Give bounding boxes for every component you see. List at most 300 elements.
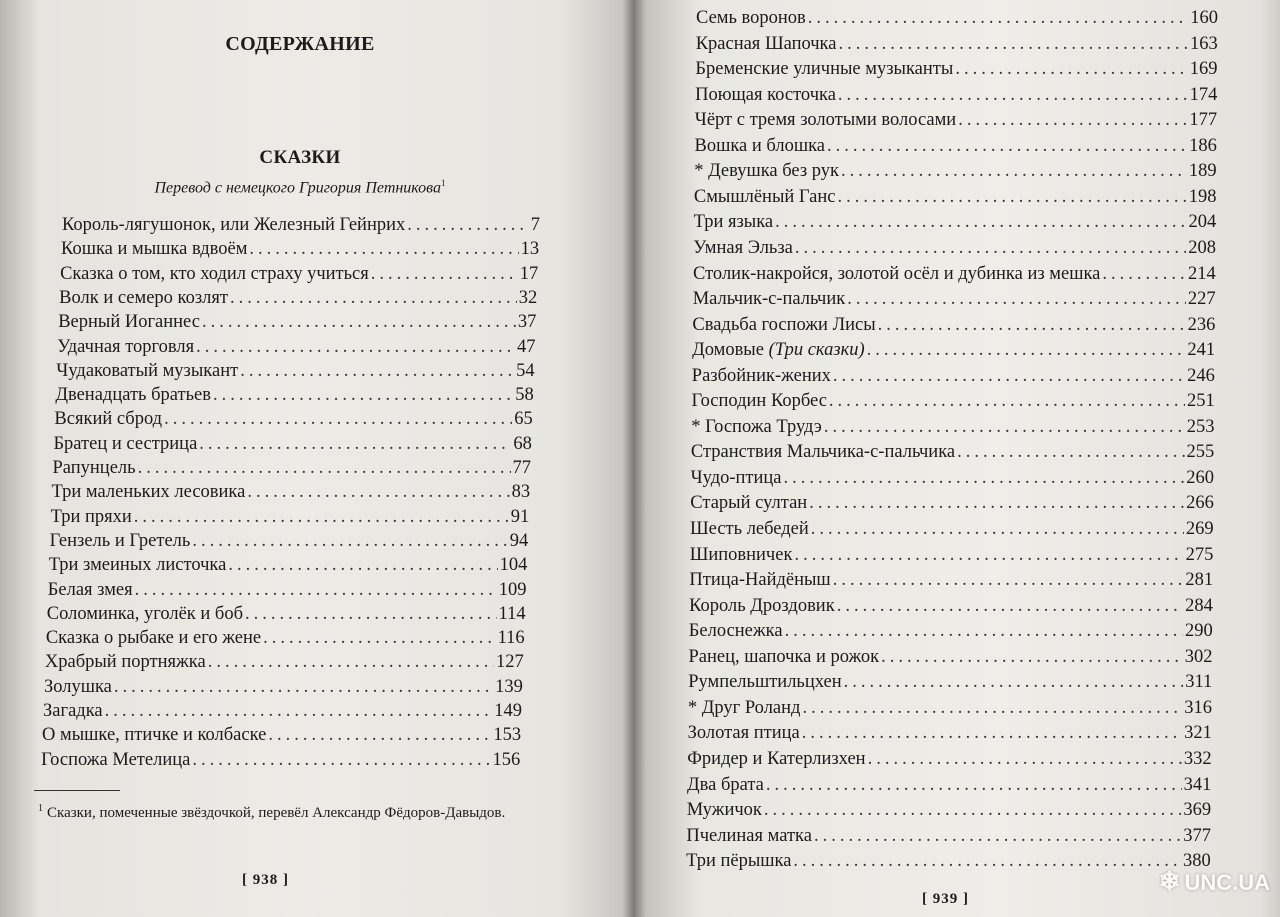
toc-entry <box>693 262 1216 286</box>
toc-entry <box>692 338 1215 362</box>
toc-entry <box>688 670 1212 694</box>
toc-entry <box>41 748 520 772</box>
footnote-mark: 1 <box>38 803 43 814</box>
toc-entry-title <box>689 619 783 643</box>
dot-leader <box>837 594 1183 618</box>
toc-entry <box>690 517 1214 541</box>
toc-entry <box>44 675 523 699</box>
toc-entry-page: 316 <box>1184 697 1213 718</box>
dot-leader <box>955 57 1187 81</box>
dot-leader <box>249 237 518 261</box>
dot-leader <box>824 415 1185 439</box>
toc-entry-title <box>690 517 809 541</box>
dot-leader <box>837 185 1186 209</box>
dot-leader <box>192 529 507 553</box>
toc-entry <box>694 210 1217 234</box>
toc-entry-title-text: Мальчик-с-пальчик <box>692 289 846 310</box>
toc-entry <box>696 32 1218 56</box>
toc-entry-title-text: Вошка и блошка <box>694 135 826 156</box>
watermark-text: UNC.UA <box>1184 870 1270 895</box>
dot-leader <box>841 159 1187 183</box>
toc-entry-page: 58 <box>515 385 534 406</box>
toc-entry <box>53 432 531 456</box>
translation-subtitle <box>0 178 600 197</box>
toc-entry-title-text: Свадьба госпожи Лисы <box>692 314 876 335</box>
toc-entry-title <box>50 529 191 553</box>
toc-entry <box>51 505 530 529</box>
toc-entry <box>695 83 1217 107</box>
toc-entry-title <box>46 626 261 650</box>
toc-entry-page: 281 <box>1185 570 1214 591</box>
toc-entry-title <box>688 721 800 745</box>
dot-leader <box>867 338 1186 362</box>
dot-leader <box>202 310 516 334</box>
toc-entry-title-text: Странствия Мальчика-с-пальчика <box>690 442 956 463</box>
toc-entry-title <box>44 675 112 699</box>
toc-entry-title-text: Двенадцать братьев <box>55 385 211 406</box>
toc-entry-title-text: Госпожа Метелица <box>41 749 191 770</box>
dot-leader <box>881 645 1183 669</box>
toc-entry-title <box>687 798 762 822</box>
dot-leader <box>775 210 1186 234</box>
toc-entry-title-text: Братец и сестрица <box>53 433 198 454</box>
toc-entry-title <box>694 210 774 234</box>
toc-entry-title-text: Столик-накройся, золотой осёл и дубинка из мешка <box>693 263 1101 284</box>
toc-entry <box>46 626 525 650</box>
dot-leader <box>407 213 528 237</box>
dot-leader <box>802 721 1182 745</box>
toc-entry-page: 189 <box>1188 161 1217 182</box>
toc-entry <box>693 287 1216 311</box>
toc-entry-title <box>42 723 266 747</box>
dot-leader <box>134 505 509 529</box>
toc-entry-title <box>692 364 831 388</box>
toc-entry-title <box>687 747 865 771</box>
toc-entry-page: 91 <box>510 506 530 527</box>
toc-entry-page: 54 <box>516 360 535 381</box>
toc-entry-title-text: Птица-Найдёныш <box>689 570 831 591</box>
toc-entry-page: 83 <box>511 482 531 503</box>
toc-entry-title-text: Румпельштильцхен <box>688 672 842 693</box>
toc-entry-title-text: Чёрт с тремя золотыми волосами <box>694 110 957 131</box>
toc-entry-page: 311 <box>1185 672 1213 693</box>
toc-entry-title-text: Сказка о рыбаке и его жене <box>45 628 262 649</box>
toc-entry-title <box>62 213 405 237</box>
toc-entry <box>42 723 521 747</box>
toc-entry-page: 369 <box>1183 800 1212 821</box>
dot-leader <box>1102 262 1186 286</box>
dot-leader <box>795 236 1186 260</box>
toc-entry <box>695 108 1217 132</box>
toc-entry-page: 104 <box>499 555 528 576</box>
toc-entry <box>690 543 1214 567</box>
toc-entry-title <box>695 134 826 158</box>
toc-entry-title-text: Король Дроздовик <box>689 595 835 616</box>
toc-entry-title-text: Три маленьких лесовика <box>51 482 246 503</box>
dot-leader <box>263 626 496 650</box>
toc-entry <box>689 568 1213 592</box>
toc-entry-title <box>55 383 211 407</box>
toc-entry <box>692 313 1215 337</box>
toc-entry <box>691 466 1214 490</box>
toc-entry-title-text: Поющая косточка <box>695 84 836 105</box>
toc-entry <box>60 262 538 286</box>
toc-entry-title <box>45 650 206 674</box>
toc-entry <box>49 553 528 577</box>
toc-entry-title-text: Смышлёный Ганс <box>693 186 836 207</box>
toc-entry <box>687 773 1211 797</box>
toc-entry-page: 174 <box>1189 84 1218 105</box>
toc-entry-title <box>689 568 830 592</box>
toc-entry-title-text: Белоснежка <box>688 621 783 642</box>
dot-leader <box>192 748 490 772</box>
page-number-right: [ 939 ] <box>922 891 969 907</box>
toc-entry-title-text: Храбрый портняжка <box>44 652 206 673</box>
toc-entry-page: 127 <box>496 652 524 673</box>
toc-entry-page: 321 <box>1184 723 1212 744</box>
toc-entry-page: 290 <box>1184 621 1213 642</box>
toc-entry-page: 116 <box>497 628 525 649</box>
toc-entry-page: 160 <box>1190 8 1218 28</box>
dot-leader <box>114 675 493 699</box>
contents-heading: СОДЕРЖАНИЕ <box>225 33 375 55</box>
toc-entry-page: 246 <box>1187 365 1215 386</box>
toc-entry <box>53 456 532 480</box>
toc-entry <box>687 798 1211 822</box>
toc-entry-title <box>52 480 246 504</box>
toc-entry-title-text: Бременские уличные музыканты <box>695 59 954 80</box>
toc-entry-page: 260 <box>1186 467 1215 488</box>
snowflake-icon: ❄ <box>1158 866 1181 896</box>
toc-entry-page: 37 <box>517 312 537 333</box>
toc-entry-title <box>691 440 955 464</box>
dot-leader <box>764 798 1181 822</box>
toc-entry-page: 114 <box>498 603 526 624</box>
dot-leader <box>268 723 491 747</box>
dot-leader <box>844 670 1184 694</box>
toc-entry-title <box>686 824 812 848</box>
toc-entry-page: 266 <box>1186 493 1214 514</box>
toc-entry-title <box>693 236 793 260</box>
toc-entry-title <box>694 185 836 209</box>
toc-entry-page: 332 <box>1183 748 1212 769</box>
dot-leader <box>794 543 1183 567</box>
dot-leader <box>371 262 518 286</box>
dot-leader <box>814 824 1181 848</box>
toc-entry <box>58 310 536 334</box>
toc-entry-title <box>696 6 806 30</box>
dot-leader <box>793 849 1181 873</box>
toc-entry-title-text: Ранец, шапочка и рожок <box>688 646 880 667</box>
toc-entry-title-text: Золушка <box>43 676 112 697</box>
dot-leader <box>827 134 1187 158</box>
toc-entry-title <box>59 286 228 310</box>
toc-entry-page: 241 <box>1187 340 1216 361</box>
toc-entry-title <box>61 237 247 261</box>
dot-leader <box>957 440 1184 464</box>
toc-entry-title-text: Золотая птица <box>687 723 800 744</box>
toc-entry-page: 186 <box>1189 135 1217 156</box>
toc-entry-title-note: (Три сказки) <box>768 340 865 361</box>
toc-entry <box>686 824 1211 848</box>
toc-entry <box>696 6 1218 30</box>
toc-entry-title <box>56 359 238 383</box>
toc-entry-title-text: Господин Корбес <box>691 391 827 412</box>
toc-entry-title <box>51 505 132 529</box>
toc-entry <box>43 699 522 723</box>
toc-entry-page: 149 <box>494 701 522 721</box>
dot-leader <box>833 364 1185 388</box>
toc-entry-title-text: О мышке, птичке и колбаске <box>42 725 267 746</box>
toc-entry-title <box>692 389 827 413</box>
dot-leader <box>868 747 1182 771</box>
toc-entry <box>59 286 537 310</box>
toc-entry-title-text: Мужичок <box>686 800 762 821</box>
toc-entry-page: 208 <box>1188 237 1217 258</box>
dot-leader <box>196 335 515 359</box>
dot-leader <box>878 313 1186 337</box>
dot-leader <box>811 517 1184 541</box>
toc-entry-title-text: Соломинка, уголёк и боб <box>46 603 243 624</box>
toc-entry-title-text: * Друг Роланд <box>687 697 801 718</box>
toc-entry-title-text: * Госпожа Трудэ <box>691 416 822 437</box>
toc-entry-title <box>694 159 839 183</box>
toc-entry-title-text: Кошка и мышка вдвоём <box>61 239 248 260</box>
dot-leader <box>838 83 1188 107</box>
toc-entry-title <box>687 773 764 797</box>
toc-entry-page: 139 <box>495 676 523 697</box>
toc-entry-title <box>57 335 194 359</box>
toc-entry <box>52 480 531 504</box>
dot-leader <box>785 619 1183 643</box>
toc-entry-title <box>53 456 136 480</box>
toc-entry-title-text: Два брата <box>687 774 764 795</box>
dot-leader <box>833 568 1184 592</box>
toc-entry-title <box>53 432 197 456</box>
toc-entry-page: 153 <box>493 725 522 746</box>
toc-entry <box>56 359 534 383</box>
toc-entry-page: 156 <box>492 749 521 770</box>
toc-entry-title-text: Рапунцель <box>52 458 136 478</box>
toc-entry-title-text: Чудо-птица <box>690 467 782 488</box>
footnote-divider <box>34 790 120 791</box>
toc-entry-title-text: Три змеиных листочка <box>48 555 227 576</box>
toc-entry-title <box>695 108 956 132</box>
toc-entry <box>45 650 524 674</box>
toc-entry <box>695 134 1217 158</box>
toc-entry <box>694 185 1217 209</box>
toc-entry-page: 169 <box>1189 59 1218 80</box>
toc-entry-title <box>692 313 875 337</box>
toc-entry-page: 13 <box>520 239 540 260</box>
toc-entry-title-text: Семь воронов <box>696 8 806 28</box>
toc-entry-title <box>695 57 953 81</box>
toc-entry <box>50 529 529 553</box>
toc-entry-title-text: Верный Иоганнес <box>58 312 200 333</box>
toc-entry-title <box>690 543 793 567</box>
toc-entry-page: 227 <box>1187 289 1216 310</box>
toc-entry-title <box>693 262 1100 286</box>
toc-entry <box>688 696 1212 720</box>
toc-entry-title-text: Разбойник-жених <box>691 365 831 386</box>
toc-entry <box>690 491 1214 515</box>
toc-entry <box>48 578 527 602</box>
toc-entry <box>691 415 1214 439</box>
toc-entry-title-text: Чудаковатый музыкант <box>56 360 239 381</box>
toc-entry-title <box>689 594 835 618</box>
toc-entry-title <box>688 696 801 720</box>
toc-entry-title-text: Старый султан <box>690 493 808 514</box>
dot-leader <box>847 287 1186 311</box>
toc-entry-title <box>47 602 243 626</box>
dot-leader <box>138 456 511 480</box>
toc-entry <box>54 407 532 431</box>
toc-entry-page: 109 <box>498 579 527 600</box>
left-page <box>0 0 632 917</box>
toc-entry <box>691 440 1214 464</box>
toc-entry-title <box>690 491 807 515</box>
dot-leader <box>808 6 1188 30</box>
toc-entry-title-text: Шиповничек <box>689 544 793 565</box>
toc-entry-page: 32 <box>518 287 538 308</box>
dot-leader <box>230 286 517 310</box>
dot-leader <box>164 407 512 431</box>
toc-entry-title <box>58 310 200 334</box>
toc-entry-title-text: Волк и семеро козлят <box>59 287 228 308</box>
toc-entry-page: 65 <box>514 409 533 430</box>
toc-entry-title-text: * Девушка без рук <box>694 161 840 182</box>
dot-leader <box>766 773 1182 797</box>
toc-entry-title <box>692 338 865 362</box>
toc-entry-title-text: Три языка <box>693 212 774 233</box>
toc-entry-title <box>49 553 227 577</box>
toc-entry <box>688 721 1212 745</box>
toc-entry-title-text: Белая змея <box>47 579 133 600</box>
toc-entry-title <box>696 32 837 56</box>
toc-entry-page: 236 <box>1187 314 1216 335</box>
toc-entry-title-text: Всякий сброд <box>54 409 163 430</box>
dot-leader <box>208 650 494 674</box>
dot-leader <box>784 466 1185 490</box>
toc-entry-title-text: Красная Шапочка <box>695 33 837 54</box>
toc-entry-page: 253 <box>1186 416 1215 437</box>
toc-entry-title <box>43 699 103 723</box>
toc-entry-title <box>48 578 133 602</box>
site-watermark <box>1159 866 1270 897</box>
toc-entry <box>689 594 1213 618</box>
toc-entry-page: 284 <box>1185 595 1213 616</box>
toc-entry-title <box>695 83 836 107</box>
toc-entry <box>687 747 1211 771</box>
toc-entry-page: 204 <box>1188 212 1217 233</box>
toc-entry <box>693 236 1216 260</box>
toc-entry <box>692 364 1215 388</box>
dot-leader <box>245 602 497 626</box>
toc-entry-title-text: Сказка о том, кто ходил страху учиться <box>60 263 369 284</box>
toc-entry <box>47 602 526 626</box>
toc-entry-page: 269 <box>1185 519 1214 539</box>
toc-entry <box>692 389 1215 413</box>
toc-entry-title-text: Умная Эльза <box>693 237 793 258</box>
toc-entry-title <box>689 645 880 669</box>
toc-entry <box>689 645 1213 669</box>
toc-entry <box>695 57 1217 81</box>
dot-leader <box>247 480 509 504</box>
toc-entry-title-text: Король-лягушонок, или Железный Гейнрих <box>62 215 406 235</box>
toc-entry-page: 302 <box>1184 646 1213 667</box>
section-title: СКАЗКИ <box>259 147 341 168</box>
dot-leader <box>838 32 1188 56</box>
toc-entry-title <box>54 407 162 431</box>
toc-entry-title-text: Три пряхи <box>50 506 132 527</box>
dot-leader <box>809 491 1184 515</box>
toc-entry-page: 251 <box>1186 391 1215 412</box>
toc-entry-page: 68 <box>513 433 532 454</box>
footnote <box>38 798 528 824</box>
toc-entry-title-text: Загадка <box>43 701 103 721</box>
toc-entry <box>689 619 1213 643</box>
toc-entry-title-text: Домовые <box>692 340 764 361</box>
toc-entry-page: 7 <box>530 215 540 235</box>
toc-entry-page: 47 <box>517 336 536 357</box>
subtitle-text: Перевод с немецкого Григория Петникова <box>154 179 442 197</box>
toc-entry-title <box>693 287 846 311</box>
toc-entry <box>686 849 1211 873</box>
page-number-left: [ 938 ] <box>242 872 289 888</box>
dot-leader <box>802 696 1182 720</box>
toc-entry <box>55 383 533 407</box>
toc-entry <box>57 335 535 359</box>
dot-leader <box>958 108 1187 132</box>
toc-entry-page: 214 <box>1188 263 1216 284</box>
footnote-reference: 1 <box>441 178 446 188</box>
toc-entry-page: 94 <box>509 530 529 551</box>
toc-entry-page: 377 <box>1183 825 1211 846</box>
dot-leader <box>135 578 497 602</box>
toc-entry-page: 77 <box>512 458 531 478</box>
toc-entry-title <box>688 670 841 694</box>
toc-entry-title-text: Гензель и Гретель <box>49 530 191 551</box>
toc-entry-title <box>691 466 782 490</box>
toc-entry <box>694 159 1216 183</box>
toc-entry-title-text: Пчелиная матка <box>686 825 812 846</box>
dot-leader <box>105 699 493 723</box>
toc-entry-title-text: Шесть лебедей <box>690 519 809 539</box>
toc-entry <box>61 237 539 261</box>
toc-entry-page: 198 <box>1188 186 1217 207</box>
toc-entry-page: 341 <box>1183 774 1212 795</box>
toc-entry-title-text: Три пёрышка <box>686 851 792 872</box>
right-page <box>638 0 1280 917</box>
toc-entry-page: 380 <box>1182 851 1211 872</box>
dot-leader <box>829 389 1185 413</box>
toc-entry-page: 275 <box>1185 544 1214 565</box>
toc-entry-title <box>41 748 190 772</box>
toc-entry-title <box>686 849 791 873</box>
dot-leader <box>228 553 497 577</box>
toc-entry-title-text: Фридер и Катерлизхен <box>687 748 866 769</box>
toc-entry-page: 163 <box>1190 33 1218 54</box>
toc-entry-page: 177 <box>1189 110 1218 131</box>
toc-entry-title <box>691 415 822 439</box>
dot-leader <box>240 359 514 383</box>
toc-entry-title <box>60 262 369 286</box>
toc-entry-page: 255 <box>1186 442 1215 463</box>
toc-entry-title-text: Удачная торговля <box>57 336 195 357</box>
footnote-text: Сказки, помеченные звёздочкой, перевёл Александр Фёдоров-Давыдов. <box>47 805 506 821</box>
toc-entry <box>62 213 540 237</box>
toc-entry-page: 17 <box>519 263 539 284</box>
